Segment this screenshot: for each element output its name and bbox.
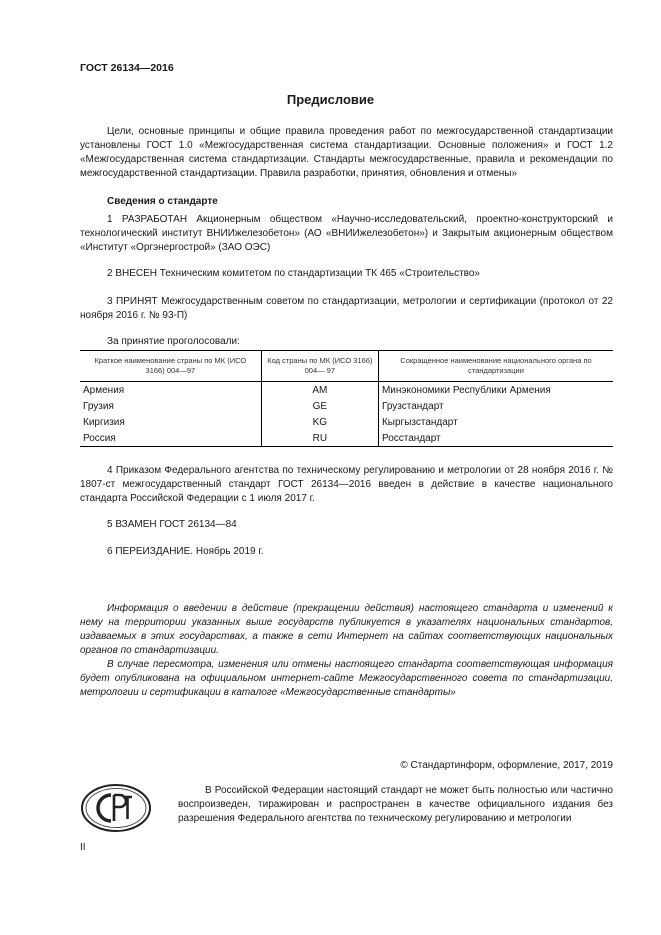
standard-id: ГОСТ 26134—2016 bbox=[80, 62, 174, 74]
body-cell: Кыргызстандарт bbox=[378, 414, 613, 430]
intro-paragraph: Цели, основные принципы и общие правила проведения работ по межгосударственной стандартизации установлены ГОСТ 1.0 «Межгосударственная система стандартизации. Основные положения» и ГОСТ 1.2 «Межгосударственная система стандартизации. Стандарты межгосударственные, правила и рекомендации по межгосударственной стандартизации. Правила разработки, принятия, обновления и отмены» bbox=[80, 126, 613, 179]
info-paragraph: Информация о введении в действие (прекращении действия) настоящего стандарта и изменений к нему на территории указанных выше государств публикуется в указателях национальных стандартов, издаваемых в этих государствах, а также в сети Интернет на сайтах соответствующих национальных органов по стандартизации. bbox=[80, 603, 613, 656]
item-replaces: 5 ВЗАМЕН ГОСТ 26134—84 bbox=[107, 519, 237, 530]
column-header-body: Сокращенное наименование национального органа по стандартизации bbox=[378, 351, 613, 382]
column-header-country: Краткое наименование страны по МК (ИСО 3166) 004—97 bbox=[80, 351, 261, 382]
section-heading: Сведения о стандарте bbox=[107, 196, 218, 207]
code-cell: AM bbox=[261, 382, 378, 399]
item-enacted: 4 Приказом Федерального агентства по техническому регулированию и метрологии от 28 ноября 2016 г. № 1807-ст межгосударственный стандарт ГОСТ 26134—2016 введен в действие в качестве национального стандарта Российской Федерации с 1 июля 2017 г. bbox=[80, 465, 613, 504]
table-row bbox=[80, 414, 613, 430]
voting-table bbox=[80, 350, 613, 447]
rst-certification-mark-icon bbox=[80, 783, 152, 833]
code-cell: RU bbox=[261, 430, 378, 447]
country-cell: Киргизия bbox=[80, 414, 261, 430]
code-cell: KG bbox=[261, 414, 378, 430]
item-introduced: 2 ВНЕСЕН Техническим комитетом по стандартизации ТК 465 «Строительство» bbox=[107, 268, 480, 279]
country-cell: Россия bbox=[80, 430, 261, 447]
body-cell: Грузстандарт bbox=[378, 398, 613, 414]
page-number: II bbox=[80, 842, 86, 853]
table-row bbox=[80, 398, 613, 414]
info-notice-block bbox=[80, 602, 613, 700]
item-developed: 1 РАЗРАБОТАН Акционерным обществом «Научно-исследовательский, проектно-конструкторский и технологический институт ВНИИжелезобетон» (АО «ВНИИжелезобетон») и Закрытым акционерным обществом «Институт «Оргэнергострой» (ЗАО ОЭС) bbox=[80, 214, 613, 253]
table-row bbox=[80, 430, 613, 447]
country-cell: Грузия bbox=[80, 398, 261, 414]
info-paragraph: В случае пересмотра, изменения или отмены настоящего стандарта соответствующая информация будет опубликована на официальном интернет-сайте Межгосударственного совета по стандартизации, метрологии и сертификации в каталоге «Межгосударственные стандарты» bbox=[80, 659, 613, 698]
column-header-code: Код страны по МК (ИСО 3166) 004— 97 bbox=[261, 351, 378, 382]
table-header-row bbox=[80, 351, 613, 382]
reproduction-notice: В Российской Федерации настоящий стандарт не может быть полностью или частично воспроизведен, тиражирован и распространен в качестве официального издания без разрешения Федерального агентства по техническому регулированию и метрологии bbox=[178, 785, 613, 824]
body-cell: Минэкономики Республики Армения bbox=[378, 382, 613, 399]
voted-label: За принятие проголосовали: bbox=[107, 336, 240, 347]
copyright-line: © Стандартинформ, оформление, 2017, 2019 bbox=[400, 760, 613, 771]
body-cell: Росстандарт bbox=[378, 430, 613, 447]
country-cell: Армения bbox=[80, 382, 261, 399]
item-reissue: 6 ПЕРЕИЗДАНИЕ. Ноябрь 2019 г. bbox=[107, 546, 264, 557]
table-row bbox=[80, 382, 613, 399]
code-cell: GE bbox=[261, 398, 378, 414]
item-adopted: 3 ПРИНЯТ Межгосударственным советом по стандартизации, метрологии и сертификации (протокол от 22 ноября 2016 г. № 93-П) bbox=[80, 296, 613, 321]
page-title: Предисловие bbox=[286, 92, 375, 107]
